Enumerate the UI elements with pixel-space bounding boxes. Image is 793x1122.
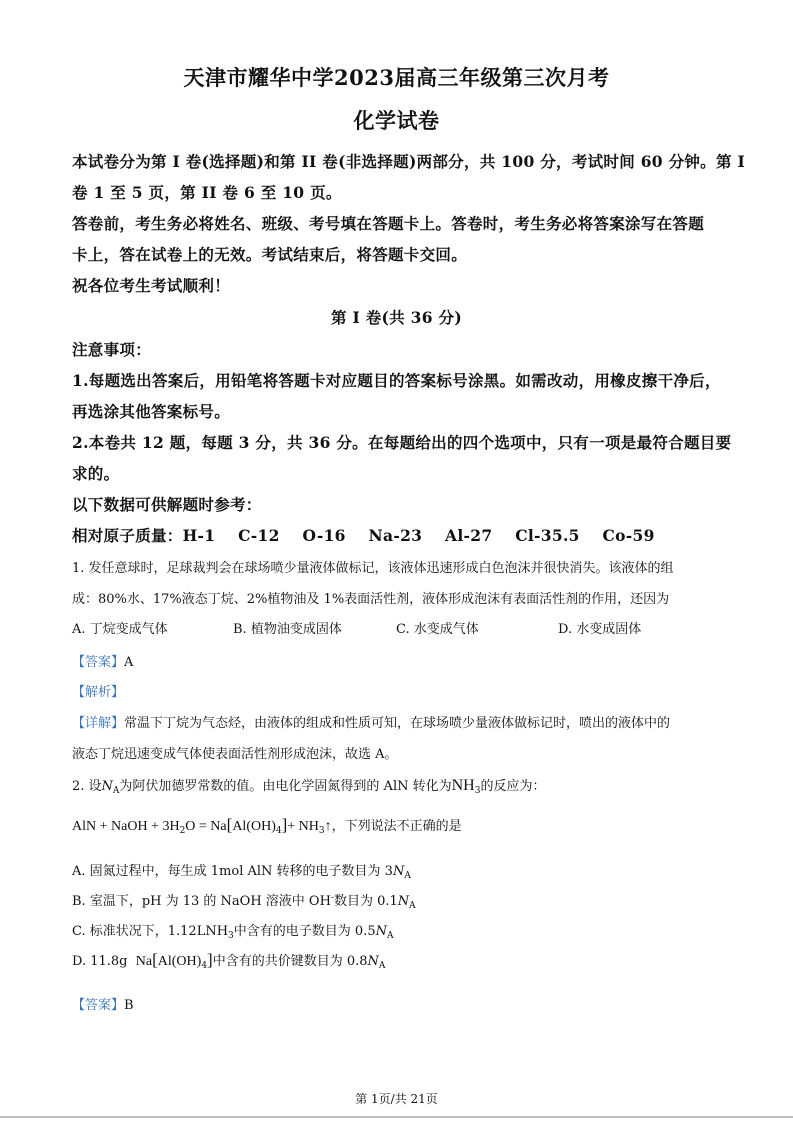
avogadro-symbol: N: [101, 779, 113, 794]
q1-answer: [72, 651, 133, 670]
q1-option-c: C. 水变成气体: [396, 622, 479, 637]
q1-option-b: B. 植物油变成固体: [233, 622, 342, 637]
avogadro-subscript: A: [409, 901, 416, 911]
bottom-divider: [0, 1116, 793, 1118]
ammonia-formula: NH: [451, 777, 475, 794]
q2-stem: [72, 775, 545, 796]
note-1-line-2: 再选涂其他答案标号。: [72, 402, 231, 421]
left-bracket: [: [226, 815, 233, 834]
q1-detail-line-2: 液态丁烷迅速变成气体使表面活性剂形成泡沫，故选 A。: [72, 747, 398, 762]
avogadro-symbol: N: [392, 864, 405, 879]
page-subtitle: 化学试卷: [353, 108, 440, 133]
avogadro-subscript: A: [404, 871, 411, 881]
q1-stem-line-1: 1. 发任意球时，足球裁判会在球场喷少量液体做标记，该液体迅速形成白色泡沫并很快消失。该液体的组: [72, 561, 674, 576]
aluminate-complex: Al(OH): [232, 819, 276, 834]
page-number: 第 1页/共 21页: [355, 1092, 438, 1106]
notes-heading: 注意事项：: [72, 340, 152, 359]
q2-option-b-text: B. 室温下，pH 为 13 的 NaOH 溶液中 OH: [72, 894, 331, 909]
aluminate-subscript: 4: [275, 826, 282, 836]
intro-line-1: 本试卷分为第 I 卷(选择题)和第 II 卷(非选择题)两部分，共 100 分，考试时间 60 分钟。第 I: [72, 152, 746, 171]
avogadro-subscript: A: [378, 961, 386, 971]
reference-heading: 以下数据可供解题时参考：: [72, 495, 262, 514]
q2-option-c: [72, 920, 393, 941]
aluminate-subscript: 4: [201, 961, 208, 971]
equation-equals-na: O = Na: [185, 819, 227, 834]
q2-option-c-text-2: 中含有的电子数目为 0.5: [233, 924, 376, 939]
q1-option-a: A. 丁烷变成气体: [72, 622, 168, 637]
q2-option-a-text: A. 固氮过程中，每生成 1mol AlN 转移的电子数目为 3: [72, 864, 393, 879]
q2-stem-prefix: 2. 设: [72, 779, 102, 794]
avogadro-subscript: A: [386, 931, 394, 941]
q2-stem-middle: 为阿伏加德罗常数的值。由电化学固氮得到的 AlN 转化为: [119, 779, 452, 794]
ammonia-subscript: 3: [228, 931, 234, 941]
q1-stem-line-2: 成：80%水、17%液态丁烷、2%植物油及 1%表面活性剂，液体形成泡沫有表面活性剂的作用，还因为: [72, 592, 670, 607]
avogadro-symbol: N: [367, 954, 379, 969]
left-bracket: [: [152, 950, 158, 969]
section-heading: 第 I 卷(共 36 分): [331, 308, 462, 327]
q1-analysis-tag: 【解析】: [72, 685, 125, 700]
answer-tag: 【答案】: [72, 655, 125, 670]
intro-line-2: 卷 1 至 5 页，第 II 卷 6 至 10 页。: [72, 183, 342, 202]
q2-answer-value: B: [124, 998, 134, 1013]
detail-tag: 【详解】: [72, 716, 125, 731]
page-title: 天津市耀华中学2023届高三年级第三次月考: [183, 65, 610, 90]
avogadro-symbol: N: [375, 924, 387, 939]
answer-tag: 【答案】: [72, 998, 125, 1013]
q2-option-d: [72, 950, 385, 971]
q1-answer-value: A: [124, 655, 134, 670]
q2-option-c-text: C. 标准状况下，1.12LNH: [72, 924, 229, 939]
q1-detail-line-1: [72, 712, 670, 731]
q2-option-a: [72, 860, 411, 881]
q2-question: ，下列说法不正确的是: [331, 819, 462, 834]
hydroxide-charge: -: [330, 893, 334, 903]
q1-detail-text: 常温下丁烷为气态烃，由液体的组成和性质可知，在球场喷少量液体做标记时，喷出的液体中的: [124, 716, 671, 731]
q2-answer: [72, 994, 134, 1013]
aluminate-complex: Al(OH): [157, 954, 202, 969]
q2-equation: [72, 815, 462, 836]
right-bracket: ]: [207, 950, 213, 969]
q2-option-d-text: D. 11.8g: [72, 954, 128, 969]
atomic-masses: 相对原子质量：H-1 C-12 O-16 Na-23 Al-27 Cl-35.5 Co-59: [72, 526, 655, 545]
equation-reactants: AlN + NaOH + 3H: [72, 819, 180, 834]
note-2-line-2: 求的。: [72, 464, 120, 483]
avogadro-symbol: N: [397, 894, 410, 909]
note-1-line-1: 1.每题选出答案后，用铅笔将答题卡对应题目的答案标号涂黑。如需改动，用橡皮擦干净后，: [72, 371, 721, 390]
sodium-symbol: Na: [135, 954, 153, 969]
q2-stem-suffix: 的反应为：: [480, 779, 546, 794]
right-bracket: ]: [281, 815, 288, 834]
q2-option-d-text-2: 中含有的共价键数目为 0.8: [212, 954, 368, 969]
q1-option-d: D. 水变成固体: [558, 622, 642, 637]
equation-ammonia: + NH: [287, 819, 319, 834]
gas-arrow: ↑: [324, 819, 332, 834]
water-subscript: 2: [179, 826, 186, 836]
intro-line-3: 答卷前，考生务必将姓名、班级、考号填在答题卡上。答卷时，考生务必将答案涂写在答题: [72, 214, 705, 233]
q2-option-b-text-2: 数目为 0.1: [333, 894, 398, 909]
note-2-line-1: 2.本卷共 12 题，每题 3 分，共 36 分。在每题给出的四个选项中，只有一项是最符合题目要: [72, 433, 732, 452]
equation-ammonia-subscript: 3: [318, 826, 325, 836]
avogadro-subscript: A: [112, 786, 120, 796]
ammonia-subscript: 3: [474, 786, 481, 796]
intro-line-4: 卡上，答在试卷上的无效。考试结束后，将答题卡交回。: [72, 245, 468, 264]
intro-line-5: 祝各位考生考试顺利！: [72, 276, 231, 295]
q2-option-b: [72, 890, 416, 911]
